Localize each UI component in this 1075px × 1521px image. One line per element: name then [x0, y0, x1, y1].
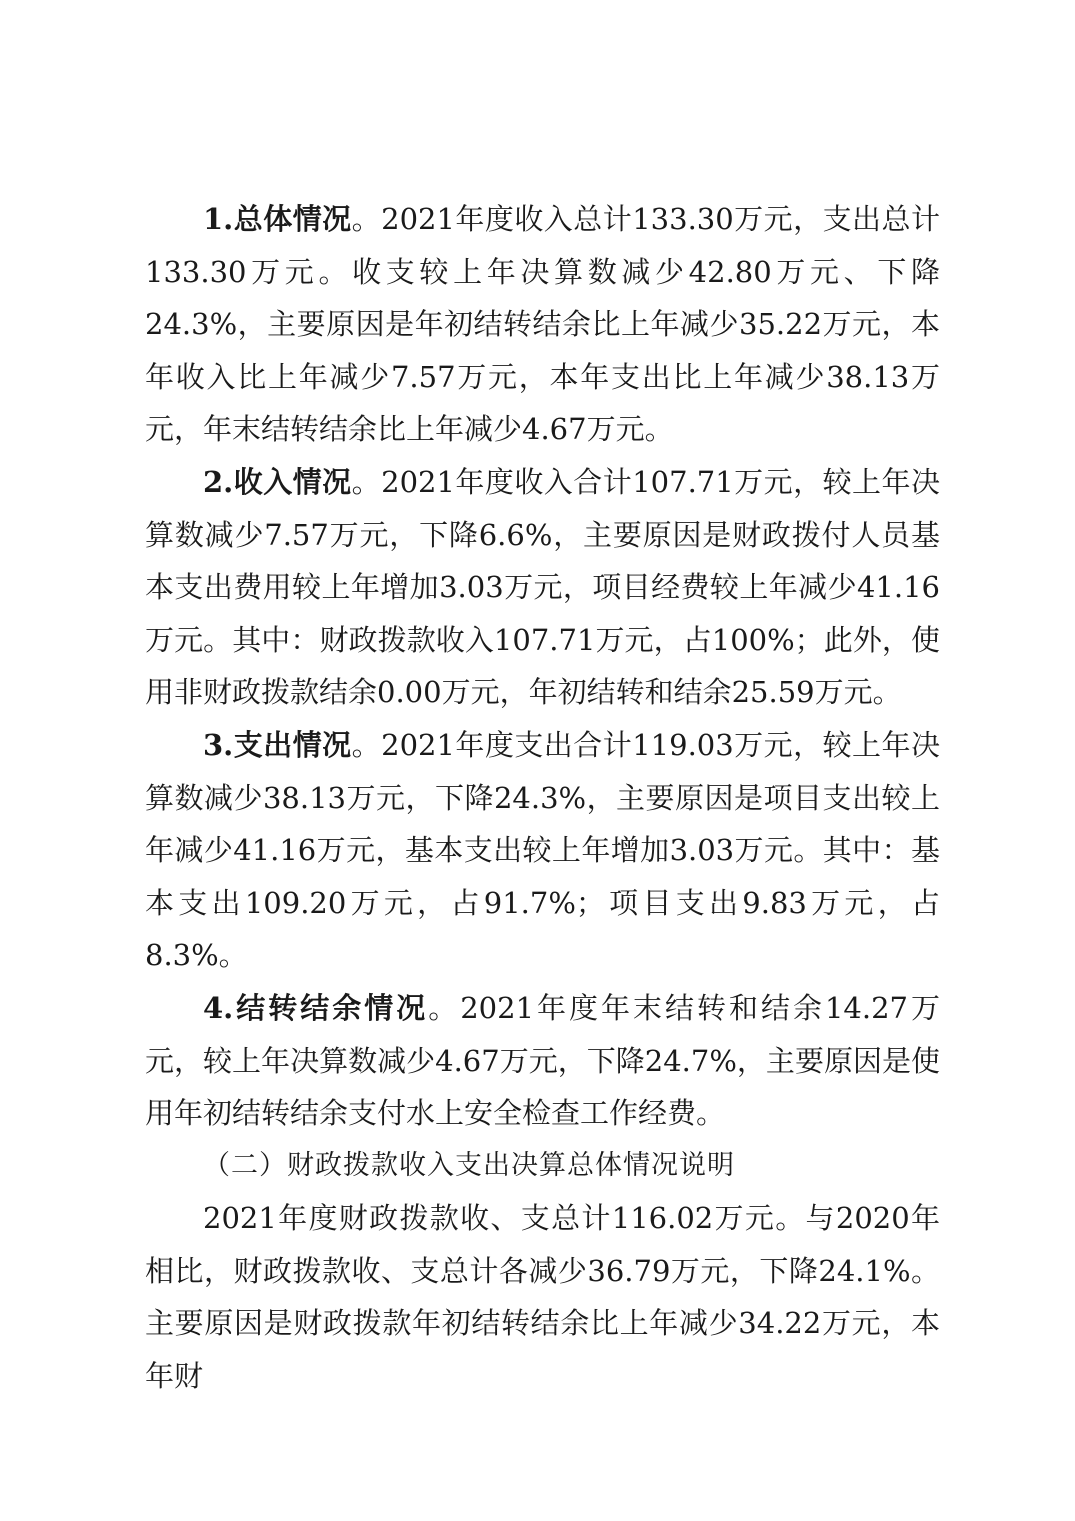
expenditure-situation-lead: 3.支出情况 — [203, 727, 352, 762]
income-situation-text: 。2021年度收入合计107.71万元，较上年决算数减少7.57万元，下降6.6%，主要原因是财政拨付人员基本支出费用较上年增加3.03万元，项目经费较上年减少41.16万元。其中：财政拨款收入107.71万元，占100%；此外，使用非财政拨款结余0.00万元，年初结转和结余25.59万元。 — [145, 464, 940, 710]
fiscal-appropriation-paragraph: 2021年度财政拨款收、支总计116.02万元。与2020年相比，财政拨款收、支总计各减少36.79万元，下降24.1%。主要原因是财政拨款年初结转结余比上年减少34.22万元，本年财 — [145, 1201, 940, 1394]
section-heading: （二）财政拨款收入支出决算总体情况说明 — [203, 1149, 735, 1181]
overall-situation-paragraph — [145, 193, 940, 456]
overall-situation-lead: 1.总体情况 — [203, 202, 352, 236]
expenditure-situation-paragraph — [145, 719, 940, 982]
income-situation-lead: 2.收入情况 — [203, 464, 352, 499]
income-situation-paragraph — [145, 456, 940, 719]
overall-situation-text: 。2021年度收入总计133.30万元，支出总计133.30万元。收支较上年决算数减少42.80万元、下降24.3%，主要原因是年初结转结余比上年减少35.22万元，本年收入比上年减少7.57万元，本年支出比上年减少38.13万元，年末结转结余比上年减少4.67万元。 — [145, 202, 940, 447]
expenditure-situation-text: 。2021年度支出合计119.03万元，较上年决算数减少38.13万元，下降24.3%，主要原因是项目支出较上年减少41.16万元，基本支出较上年增加3.03万元。其中：基本支出109.20万元，占91.7%；项目支出9.83万元，占8.3%。 — [145, 727, 940, 973]
carryover-situation-lead: 4.结转结余情况 — [203, 990, 429, 1025]
carryover-situation-text: 。2021年度年末结转和结余14.27万元，较上年决算数减少4.67万元，下降24.7%，主要原因是使用年初结转结余支付水上安全检查工作经费。 — [145, 990, 940, 1131]
carryover-situation-paragraph — [145, 982, 940, 1140]
document-page — [145, 193, 940, 1403]
